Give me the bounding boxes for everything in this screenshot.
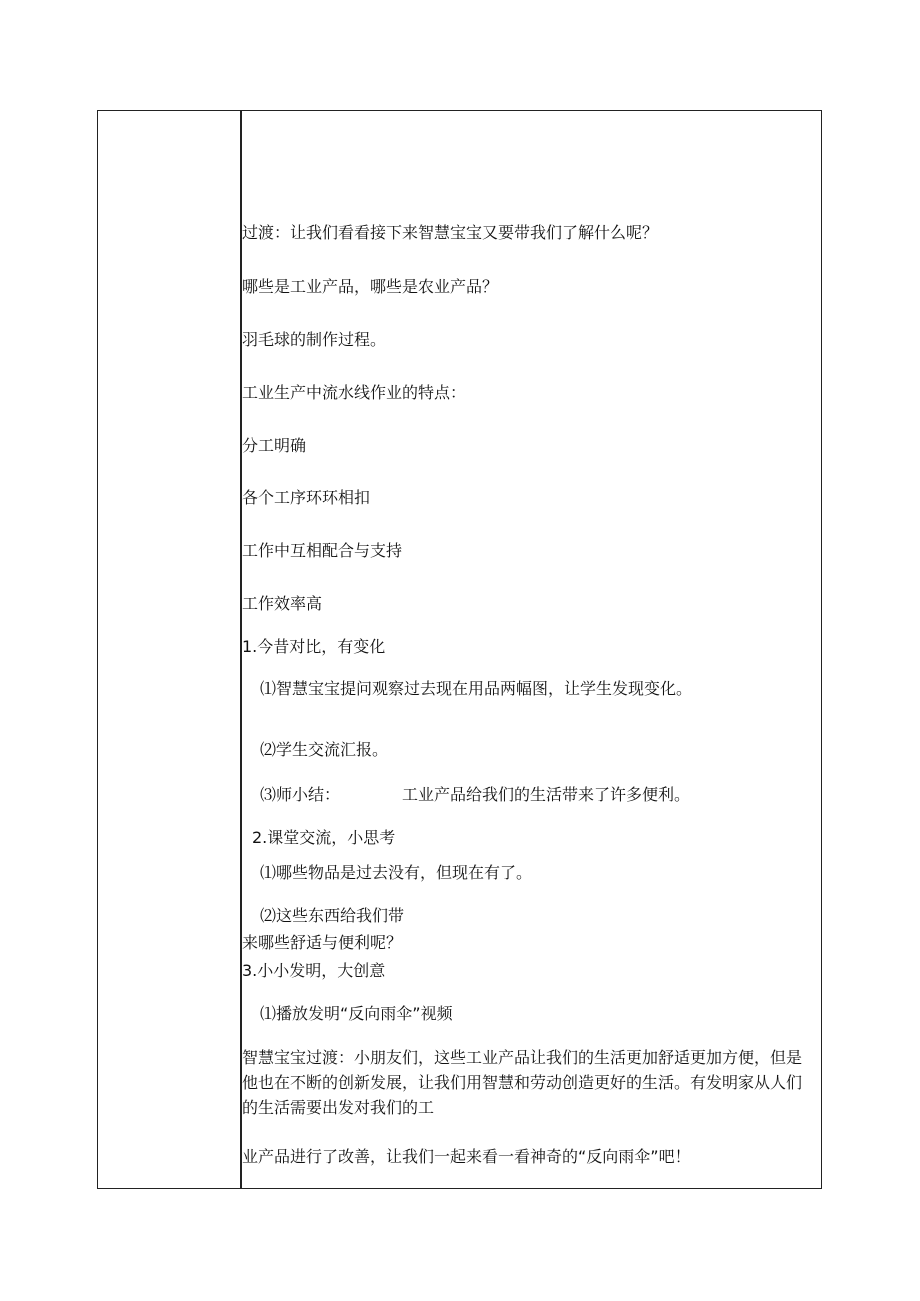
step-item: ⑴智慧宝宝提问观察过去现在用品两幅图，让学生发现变化。: [260, 679, 693, 698]
transition-paragraph-end: 业产品进行了改善，让我们一起来看一看神奇的“反向雨伞”吧！: [242, 1147, 691, 1166]
step-item: ⑴播放发明“反向雨伞”视频: [260, 1004, 453, 1023]
step-item: ⑴哪些物品是过去没有，但现在有了。: [260, 863, 533, 882]
section-heading-1: 1.今昔对比，有变化: [242, 637, 386, 656]
section-heading-2: 2.课堂交流，小思考: [252, 828, 396, 847]
feature-item: 工作效率高: [242, 594, 323, 613]
feature-item: 工作中互相配合与支持: [242, 541, 403, 560]
step-item: ⑵学生交流汇报。: [260, 740, 389, 759]
assembly-line-heading: 工业生产中流水线作业的特点：: [242, 383, 467, 402]
feature-item: 各个工序环环相扣: [242, 488, 371, 507]
lesson-table: [97, 110, 822, 1189]
content-cell: [242, 111, 821, 1188]
feature-item: 分工明确: [242, 436, 307, 455]
product-question: 哪些是工业产品，哪些是农业产品？: [242, 277, 499, 296]
teacher-summary: 工业产品给我们的生活带来了许多便利。: [402, 785, 691, 804]
step-item: ⑶师小结：: [260, 785, 341, 804]
step-item: ⑵这些东西给我们带: [260, 906, 405, 925]
section-heading-3: 3.小小发明，大创意: [242, 961, 386, 980]
step-item-continuation: 来哪些舒适与便利呢？: [242, 933, 403, 952]
badminton-process: 羽毛球的制作过程。: [242, 330, 387, 349]
transition-question: 过渡：让我们看看接下来智慧宝宝又要带我们了解什么呢？: [242, 223, 659, 242]
transition-paragraph: 智慧宝宝过渡：小朋友们，这些工业产品让我们的生活更加舒适更加方便，但是他也在不断的创新发展，让我们用智慧和劳动创造更好的生活。有发明家从人们的生活需要出发对我们的工: [242, 1048, 803, 1117]
